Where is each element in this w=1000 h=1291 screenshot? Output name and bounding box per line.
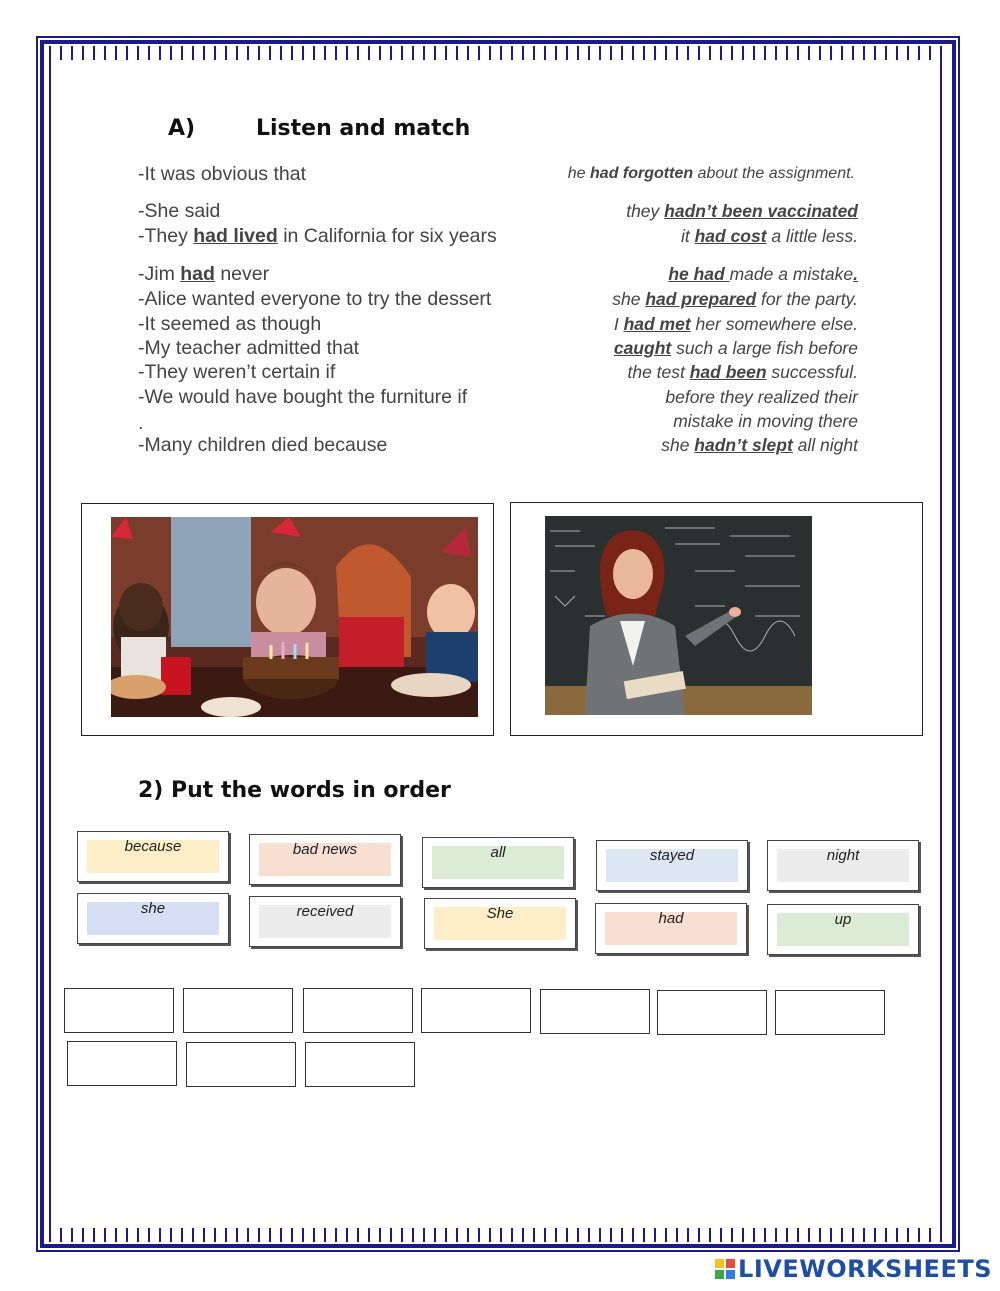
text-fragment: she <box>612 289 646 309</box>
answer-drop-slot[interactable] <box>186 1042 296 1087</box>
text-fragment: had met <box>623 314 691 334</box>
left-phrase <box>138 313 321 336</box>
left-phrase <box>138 386 467 409</box>
right-phrase[interactable] <box>673 411 858 432</box>
text-fragment: -My teacher admitted that <box>138 337 360 359</box>
text-fragment: her somewhere else. <box>690 314 858 334</box>
text-fragment: -It seemed as though <box>138 313 322 335</box>
section-2-title: 2) Put the words in order <box>138 778 451 803</box>
text-fragment: before they realized their <box>665 387 858 407</box>
logo-icon <box>715 1257 735 1277</box>
section-a-title: Listen and match <box>256 116 471 141</box>
text-fragment: -Alice wanted everyone to try the dessert <box>138 288 492 310</box>
teacher-photo <box>545 516 812 715</box>
word-card-label: up <box>834 911 852 928</box>
right-phrase[interactable] <box>614 314 858 335</box>
answer-drop-slot[interactable] <box>303 988 413 1033</box>
text-fragment: such a large fish before <box>671 338 858 358</box>
text-fragment: -She said <box>138 200 221 222</box>
text-fragment: he had <box>668 264 730 284</box>
left-phrase <box>138 434 387 457</box>
answer-drop-slot[interactable] <box>67 1041 177 1086</box>
answer-drop-slot[interactable] <box>183 988 293 1033</box>
right-phrase[interactable] <box>626 201 858 222</box>
text-fragment: she <box>661 435 695 455</box>
left-phrase <box>138 163 306 186</box>
right-phrase[interactable] <box>665 387 858 408</box>
answer-drop-slot[interactable] <box>421 988 531 1033</box>
text-fragment: . <box>138 412 144 434</box>
word-card[interactable] <box>77 831 229 882</box>
logo-text: LIVEWORKSHEETS <box>738 1255 992 1283</box>
right-phrase[interactable] <box>612 289 858 310</box>
left-phrase <box>138 337 359 360</box>
left-phrase <box>138 412 143 435</box>
word-card[interactable] <box>767 840 919 891</box>
right-phrase[interactable] <box>568 165 855 183</box>
left-phrase <box>138 225 497 248</box>
text-fragment: made a mistake <box>729 264 854 284</box>
left-phrase <box>138 200 220 223</box>
right-phrase[interactable] <box>627 362 858 383</box>
text-fragment: -It was obvious that <box>138 163 306 185</box>
word-card[interactable] <box>249 896 401 947</box>
word-card-label: night <box>826 847 860 864</box>
right-phrase[interactable] <box>661 435 858 456</box>
text-fragment: hadn’t been vaccinated <box>664 201 858 221</box>
word-card[interactable] <box>77 893 229 944</box>
text-fragment: -They weren’t certain if <box>138 361 336 383</box>
word-card-label: stayed <box>649 847 695 864</box>
text-fragment: caught <box>613 338 672 358</box>
text-fragment: -They <box>138 225 194 247</box>
text-fragment: had been <box>689 362 767 382</box>
left-phrase <box>138 361 335 384</box>
text-fragment: . <box>853 264 858 284</box>
text-fragment: about the assignment. <box>693 165 855 182</box>
text-fragment: hadn’t slept <box>694 435 793 455</box>
text-fragment: in California for six years <box>277 225 497 247</box>
liveworksheets-logo <box>715 1255 992 1283</box>
text-fragment: it <box>680 226 695 246</box>
text-fragment: he <box>567 165 591 182</box>
word-card[interactable] <box>596 840 748 891</box>
text-fragment: had <box>180 263 215 285</box>
answer-drop-slot[interactable] <box>657 990 767 1035</box>
answer-drop-slot[interactable] <box>305 1042 415 1087</box>
answer-drop-slot[interactable] <box>64 988 174 1033</box>
word-card-label: she <box>140 900 166 917</box>
text-fragment: the test <box>627 362 690 382</box>
birthday-photo <box>111 517 478 717</box>
word-card-label: because <box>124 838 182 855</box>
text-fragment: for the party. <box>756 289 858 309</box>
word-card-label: received <box>296 903 354 920</box>
word-card[interactable] <box>249 834 401 885</box>
text-fragment: had prepared <box>645 289 757 309</box>
left-phrase <box>138 288 491 311</box>
word-card[interactable] <box>767 904 919 955</box>
word-card-label: all <box>490 844 506 861</box>
answer-drop-slot[interactable] <box>540 989 650 1034</box>
left-phrase <box>138 263 269 286</box>
birthday-photo-frame <box>81 503 494 736</box>
text-fragment: had cost <box>694 226 767 246</box>
text-fragment: had lived <box>193 225 278 247</box>
text-fragment: successful. <box>766 362 858 382</box>
word-card-label: had <box>658 910 684 927</box>
section-a-marker: A) <box>168 116 196 141</box>
text-fragment: all night <box>792 435 858 455</box>
text-fragment: a little less. <box>766 226 858 246</box>
word-card-label: She <box>486 905 514 922</box>
text-fragment: -We would have bought the furniture if <box>138 386 468 408</box>
text-fragment: mistake in moving there <box>673 411 858 431</box>
right-phrase[interactable] <box>681 226 858 247</box>
word-card[interactable] <box>424 898 576 949</box>
word-card-label: bad news <box>292 841 358 858</box>
text-fragment: I <box>613 314 624 334</box>
text-fragment: -Many children died because <box>138 434 388 456</box>
right-phrase[interactable] <box>668 264 858 285</box>
text-fragment: never <box>214 263 270 285</box>
text-fragment: they <box>626 201 665 221</box>
text-fragment: had forgotten <box>590 165 694 182</box>
teacher-photo-frame <box>510 502 923 736</box>
right-phrase[interactable] <box>614 338 858 359</box>
word-card[interactable] <box>595 903 747 954</box>
answer-drop-slot[interactable] <box>775 990 885 1035</box>
word-card[interactable] <box>422 837 574 888</box>
text-fragment: -Jim <box>138 263 181 285</box>
